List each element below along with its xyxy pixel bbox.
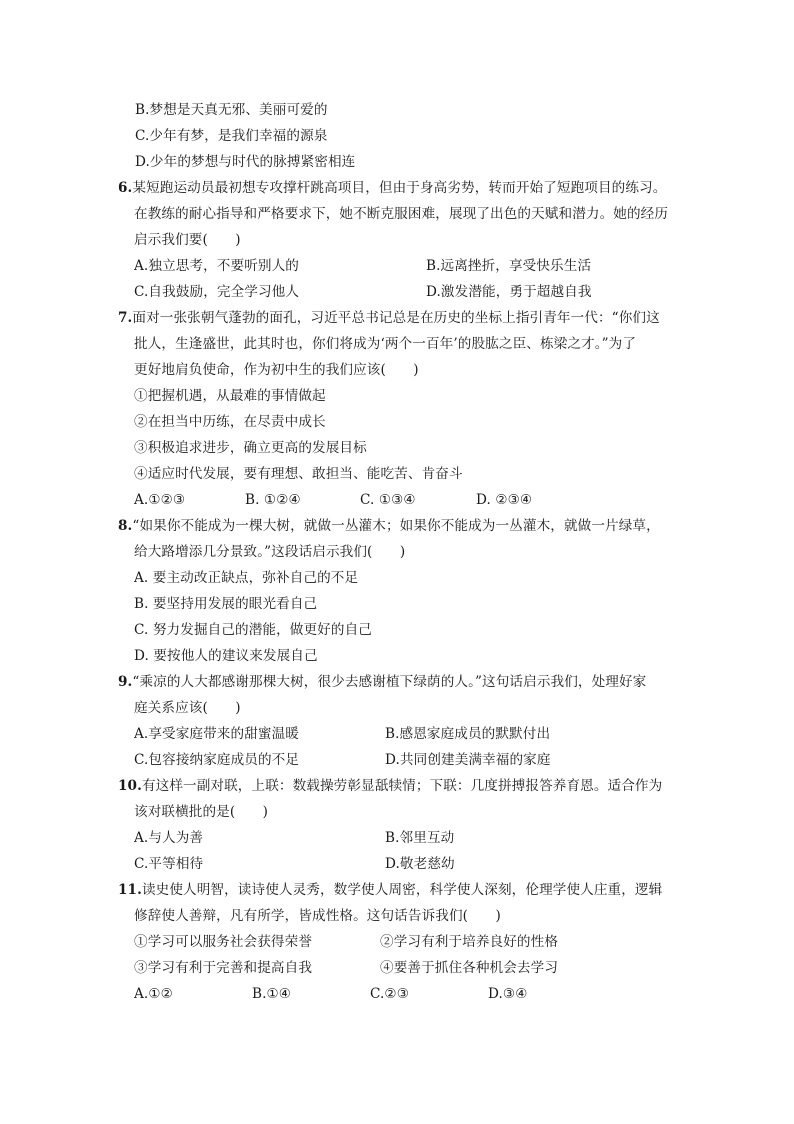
question-6-option-b: B.远离挫折，享受快乐生活 <box>426 258 592 274</box>
question-11-item-2: ②学习有利于培养良好的性格 <box>380 934 559 950</box>
question-7-item-3: ③积极追求进步，确立更高的发展目标 <box>134 440 367 456</box>
question-8-option-b: B. 要坚持用发展的眼光看自己 <box>134 596 318 612</box>
question-10-option-c: C.平等相待 <box>134 856 204 872</box>
question-10-option-a: A.与人为善 <box>134 830 204 846</box>
q5-option-c: C.少年有梦，是我们幸福的源泉 <box>135 128 328 144</box>
question-11-item-4: ④要善于抓住各种机会去学习 <box>380 960 559 976</box>
question-6-stem-text: 某短跑运动员最初想专攻撑杆跳高项目，但由于身高劣势，转而开始了短跑项目的练习。 <box>132 180 667 196</box>
question-11-option-c: C.②③ <box>370 986 410 1002</box>
question-8-stem-line-2: 给大路增添几分景致。”这段话启示我们( ) <box>134 544 406 560</box>
question-6-stem-line-3: 启示我们要( ) <box>134 232 241 248</box>
question-8-option-d: D. 要按他人的建议来发展自己 <box>134 648 318 664</box>
question-8-option-c: C. 努力发掘自己的潜能，做更好的自己 <box>134 622 372 638</box>
question-6-option-a: A.独立思考，不要听别人的 <box>134 258 299 274</box>
question-10-stem-text: 有这样一副对联，上联：数载操劳彰显舐犊情；下联：几度拼搏报答养育恩。适合作为 <box>141 778 663 794</box>
question-8-stem-line-1 <box>118 516 660 536</box>
question-11-stem-text: 读史使人明智，读诗使人灵秀，数学使人周密，科学使人深刻，伦理学使人庄重，逻辑 <box>141 882 663 898</box>
question-7-stem-line-2: 批人，生逢盛世，此其时也，你们将成为‘两个一百年’的股肱之臣、栋梁之才。”为了 <box>134 336 637 352</box>
question-6-option-d: D.激发潜能，勇于超越自我 <box>426 284 592 300</box>
question-11-item-1: ①学习可以服务社会获得荣誉 <box>134 934 313 950</box>
question-7-stem-line-1 <box>118 308 660 328</box>
question-6-number: 6. <box>118 180 133 196</box>
question-11-item-3: ③学习有利于完善和提高自我 <box>134 960 313 976</box>
question-9-option-b: B.感恩家庭成员的默默付出 <box>385 726 551 742</box>
question-7-item-4: ④适应时代发展，要有理想、敢担当、能吃苦、肯奋斗 <box>134 466 463 482</box>
question-7-option-c: C. ①③④ <box>360 492 416 508</box>
question-9-option-a: A.享受家庭带来的甜蜜温暖 <box>134 726 299 742</box>
question-7-stem-line-3: 更好地肩负使命，作为初中生的我们应该( ) <box>134 362 419 378</box>
question-6-stem-line-1 <box>118 178 666 198</box>
question-11-stem-line-1 <box>118 880 662 900</box>
question-9-stem-line-1 <box>118 672 646 692</box>
question-8-number: 8. <box>118 518 133 534</box>
question-7-number: 7. <box>118 310 133 326</box>
question-7-option-b: B. ①②④ <box>245 492 301 508</box>
q5-option-d: D.少年的梦想与时代的脉搏紧密相连 <box>135 154 356 170</box>
question-11-option-d: D.③④ <box>488 986 528 1002</box>
question-9-number: 9. <box>118 674 133 690</box>
question-7-item-1: ①把握机遇，从最难的事情做起 <box>134 388 326 404</box>
question-10-stem-line-1 <box>118 776 662 796</box>
question-11-option-a: A.①② <box>134 986 173 1002</box>
question-9-option-c: C.包容接纳家庭成员的不足 <box>134 752 300 768</box>
question-10-number: 10. <box>118 778 142 794</box>
question-8-stem-text: “如果你不能成为一棵大树，就做一丛灌木；如果你不能成为一丛灌木，就做一片绿草， <box>132 518 660 534</box>
question-8-option-a: A. 要主动改正缺点，弥补自己的不足 <box>134 570 359 586</box>
question-10-option-b: B.邻里互动 <box>385 830 455 846</box>
question-11-stem-line-2: 修辞使人善辩，凡有所学，皆成性格。这句话告诉我们( ) <box>134 908 501 924</box>
question-7-item-2: ②在担当中历练，在尽责中成长 <box>134 414 326 430</box>
question-7-option-a: A.①②③ <box>134 492 186 508</box>
question-6-stem-line-2: 在教练的耐心指导和严格要求下，她不断克服困难，展现了出色的天赋和潜力。她的经历 <box>134 206 669 222</box>
question-11-number: 11. <box>118 882 142 898</box>
question-10-option-d: D.敬老慈幼 <box>385 856 455 872</box>
question-11-option-b: B.①④ <box>252 986 292 1002</box>
q5-option-b: B.梦想是天真无邪、美丽可爱的 <box>135 102 328 118</box>
question-6-option-c: C.自我鼓励，完全学习他人 <box>134 284 300 300</box>
question-9-stem-line-2: 庭关系应该( ) <box>134 700 241 716</box>
question-7-stem-text: 面对一张张朝气蓬勃的面孔，习近平总书记总是在历史的坐标上指引青年一代：“你们这 <box>132 310 660 326</box>
question-9-stem-text: “乘凉的人大都感谢那棵大树，很少去感谢植下绿荫的人。”这句话启示我们，处理好家 <box>132 674 647 690</box>
question-10-stem-line-2: 该对联横批的是( ) <box>134 804 269 820</box>
question-9-option-d: D.共同创建美满幸福的家庭 <box>385 752 551 768</box>
question-7-option-d: D. ②③④ <box>476 492 533 508</box>
